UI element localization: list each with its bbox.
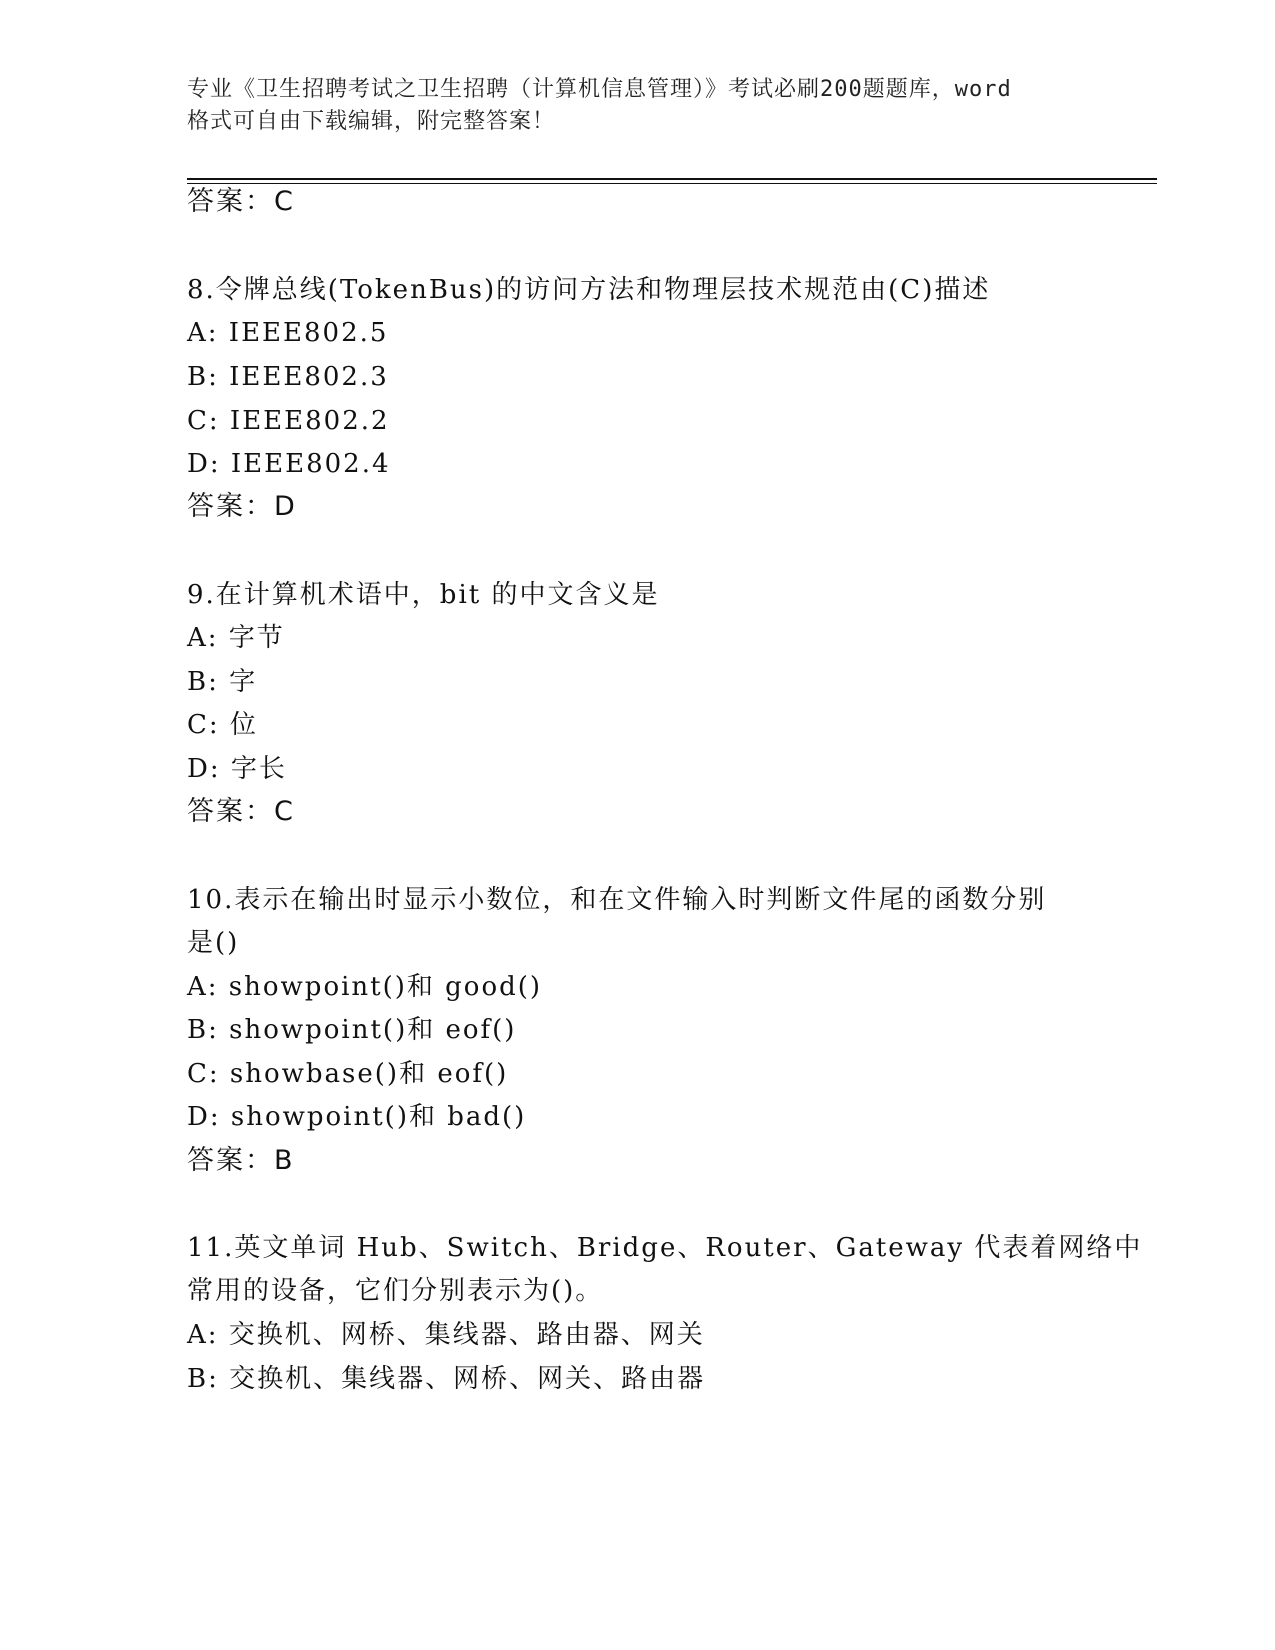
question-8-option-b: B: IEEE802.3 [187,362,389,392]
question-10-stem-line-1: 10.表示在输出时显示小数位，和在文件输入时判断文件尾的函数分别 [187,885,1047,915]
question-8-answer: 答案：D [187,491,297,522]
question-8-stem: 8.令牌总线(TokenBus)的访问方法和物理层技术规范由(C)描述 [187,275,991,305]
question-10-answer: 答案：B [187,1145,295,1176]
question-10-option-d: D: showpoint()和 bad() [187,1102,527,1132]
header-line-2: 格式可自由下载编辑，附完整答案！ [187,109,556,134]
question-10-stem-line-2: 是() [187,928,240,958]
question-11-stem-line-1: 11.英文单词 Hub、Switch、Bridge、Router、Gateway 代表着网络中 [187,1233,1143,1263]
header-divider [187,178,1157,184]
question-9-option-a: A: 字节 [187,623,285,653]
question-11-option-b: B: 交换机、集线器、网桥、网关、路由器 [187,1364,706,1394]
question-8-option-c: C: IEEE802.2 [187,406,390,436]
question-10-option-a: A: showpoint()和 good() [187,972,543,1002]
question-9-option-c: C: 位 [187,710,258,740]
question-10-option-c: C: showbase()和 eof() [187,1059,509,1089]
question-10-option-b: B: showpoint()和 eof() [187,1015,517,1045]
question-11-option-a: A: 交换机、网桥、集线器、路由器、网关 [187,1320,705,1350]
header-line-1: 专业《卫生招聘考试之卫生招聘（计算机信息管理）》考试必刷200题题库，word [187,77,1012,102]
document-header [187,74,1087,138]
answer-line: 答案：C [187,186,295,217]
question-8-option-a: A: IEEE802.5 [187,318,389,348]
question-9-option-b: B: 字 [187,667,258,697]
question-9-stem: 9.在计算机术语中，bit 的中文含义是 [187,580,660,610]
question-9-option-d: D: 字长 [187,754,287,784]
question-8-option-d: D: IEEE802.4 [187,449,391,479]
question-9-answer: 答案：C [187,796,295,827]
question-11-stem-line-2: 常用的设备，它们分别表示为()。 [187,1276,604,1306]
